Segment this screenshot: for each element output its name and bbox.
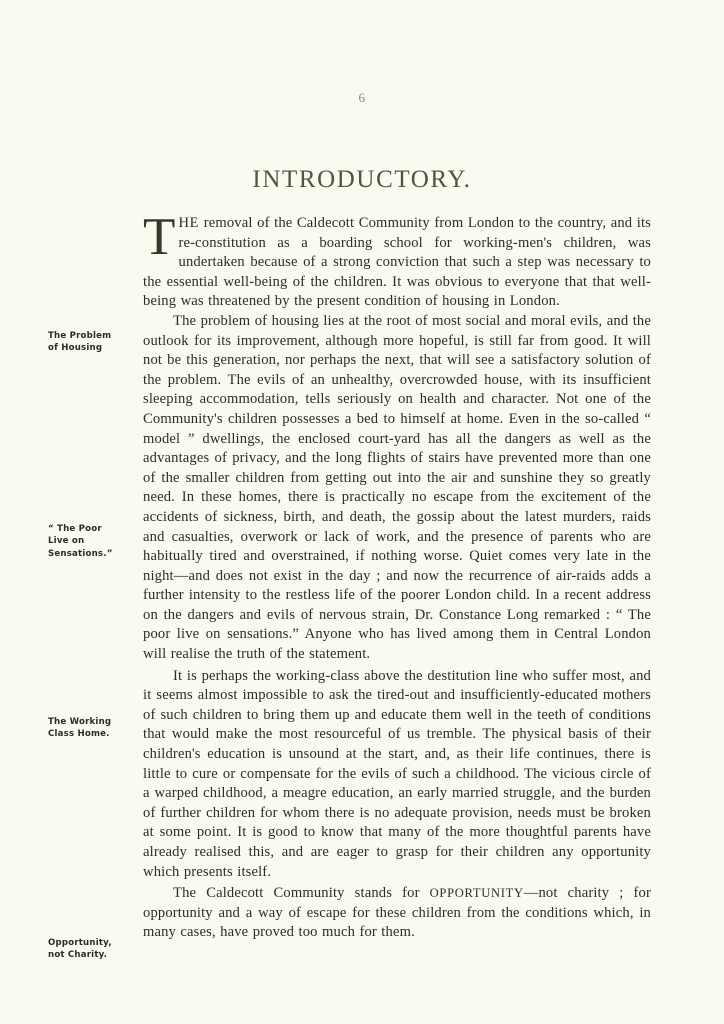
margin-note-line: not Charity. (48, 950, 108, 961)
page-number: 6 (358, 90, 366, 105)
paragraph-working-class: It is perhaps the working-class above the destitution line who suffer most, and it seems almost impossible to ask the tired-out and insufficiently-educated mothers of such children to bring them up and educate them well in the teeth of conditions that would make the most resourceful of us tremble. The physical basis of their children's education is unsound at the start, and, as their life continues, there is little to cure or compensate for the evils of such a childhood. The vicious circle of a warped childhood, a meagre education, an early married struggle, and the burden of further children for whom there is no adequate provision, needs must be broken at some point. It is good to know that many of the more thoughtful parents have already realised this, and are eager to grasp for their children any opportunity which presents itself. (143, 667, 651, 880)
paragraph-opening-text: removal of the Caldecott Community from London to the country, and its re-constitution as a boarding school for working-men's children, was undertaken because of a strong conviction that such a step was necessary to the essential well-being of the children. It was obvious to everyone that that well-being was threatened by the present condition of housing in London. (143, 215, 651, 310)
paragraph-opportunity-after: —not charity ; for opportunity and a way of escape for these children from the conditions which, in many cases, have proved too much for them. (143, 885, 651, 941)
margin-note-the-working-class-home (48, 716, 144, 741)
margin-note-line: The Problem (48, 331, 112, 341)
margin-note-the-problem-of-housing (48, 330, 144, 355)
drop-cap-letter: T (143, 208, 176, 266)
margin-note-line: Live on (48, 536, 85, 547)
margin-note-line: Sensations.” (48, 548, 113, 559)
margin-note-the-poor-live-on-sensations (48, 523, 144, 560)
paragraph-opportunity-before: The Caldecott Community stands for (173, 885, 430, 902)
page-title: INTRODUCTORY. (252, 166, 472, 193)
paragraph-lead-caps: HE (178, 215, 200, 231)
margin-note-line: of Housing (48, 343, 103, 354)
margin-note-line: The Working (48, 717, 112, 727)
paragraph-opening (143, 208, 651, 312)
margin-note-line: Class Home. (48, 729, 110, 740)
small-caps-opportunity: OPPORTUNITY (429, 886, 524, 901)
paragraph-housing: The problem of housing lies at the root of most social and moral evils, and the outlook for its improvement, although more hopeful, is still far from good. It will not be this generation, nor perhaps the next, that will see a satisfactory solution of the problem. The evils of an unhealthy, overcrowded house, with its insufficient sleeping accommodation, tells seriously on health and character. Not one of the Community's children possesses a bed to himself at home. Even in the so-called “ model ” dwellings, the enclosed court-yard has all the dangers as well as the advantages of privacy, and the long flights of stairs have prevented more than one of the smaller children from getting out into the air and sunshine they so greatly need. In these homes, there is practically no escape from the excitement of the accidents of sickness, birth, and death, the gossip about the latest murders, raids and casualties, overwork or lack of work, and the presence of parents who are habitually tired and overstrained, if nothing worse. Quiet comes very late in the night—and does not exist in the day ; and now the recurrence of air-raids adds a further intensity to the restless life of the poorer London child. In a recent address on the dangers and evils of nervous strain, Dr. Constance Long remarked : “ The poor live on sensations.” Anyone who has lived among them in Central London will realise the truth of the statement. (143, 312, 651, 663)
margin-note-opportunity-not-charity (48, 937, 144, 962)
margin-note-line: Opportunity, (48, 938, 112, 948)
body-text-column (143, 208, 651, 943)
paragraph-opportunity (143, 884, 651, 943)
margin-note-line: “ The Poor (48, 524, 102, 534)
